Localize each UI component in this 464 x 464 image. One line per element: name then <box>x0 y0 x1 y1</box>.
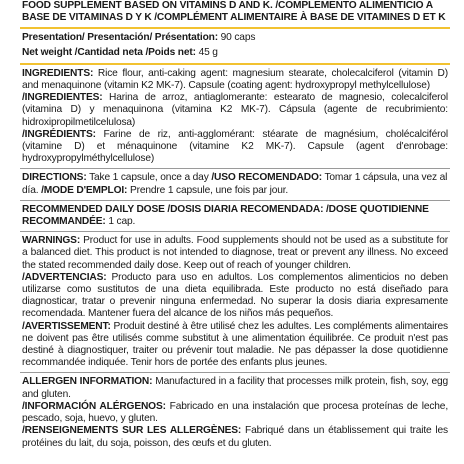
directions-en-label: DIRECTIONS: <box>22 172 87 184</box>
dose-value: 1 cap. <box>105 216 136 228</box>
presentation-value: 90 caps <box>217 32 256 44</box>
allergen-es <box>22 401 448 425</box>
allergen-fr <box>22 425 448 449</box>
ingredients-en <box>22 68 448 92</box>
allergen-en-label: ALLERGEN INFORMATION: <box>22 376 153 388</box>
warnings-es <box>22 272 448 321</box>
ingredients-es-label: /INGREDIENTES: <box>22 92 103 104</box>
warnings-fr <box>22 321 448 370</box>
allergen-en <box>22 376 448 400</box>
directions-es-text: Tomar 1 cápsula, una vez al día. <box>22 172 448 196</box>
warnings-en-label: WARNINGS: <box>22 235 81 247</box>
allergen-en-text: Manufactured in a facility that processes milk protein, fish, soy, egg and gluten. <box>22 376 449 400</box>
presentation-row <box>20 29 450 46</box>
net-weight-value: 45 g <box>195 46 218 58</box>
ingredients-es-text: Harina de arroz, antiaglomerante: estearato de magnesio, colecalciferol (vitamina D) y menaquinona (vitamina K2 MK-7). Cápsula (agente de recubrimiento: hidroxipropilmetilcelulosa) <box>22 92 448 128</box>
dose-text <box>22 204 448 228</box>
ingredients-section <box>20 65 450 169</box>
ingredients-fr-text: Farine de riz, anti-agglomérant: stéarate de magnésium, cholécalciférol (vitamine D) et ménaquinone (vitamine K2 MK-7). Capsule (agent d'enrobage: hydroxypropylméthylcellulose) <box>22 128 448 165</box>
supplement-label <box>20 0 450 464</box>
directions-es-label: /USO RECOMENDADO: <box>208 172 322 184</box>
warnings-fr-text: Produit destiné à être utilisé chez les adultes. Les compléments alimentaires ne doivent pas être utilisés comme substitut à une alimentation équilibrée. Ce produit n'est pas destiné à diagnostiquer, traiter ou prévenir tout maladie. Ne pas dépasser la dose quotidienne recommandée indiquée. Tenir hors de portée des enfants plus jeunes. <box>22 320 448 369</box>
warnings-en <box>22 235 448 272</box>
warnings-es-label: /ADVERTENCIAS: <box>22 271 107 283</box>
directions-en-text: Take 1 capsule, once a day <box>86 172 209 184</box>
allergen-fr-label: /RENSEIGNEMENTS SUR LES ALLERGÈNES: <box>22 425 242 437</box>
dose-label: RECOMMENDED DAILY DOSE /DOSIS DIARIA RECOMENDADA: /DOSE QUOTIDIENNE RECOMMANDÉE: <box>22 203 429 228</box>
ingredients-en-label: INGREDIENTS: <box>22 67 94 79</box>
ingredients-es <box>22 92 448 129</box>
directions-section <box>20 169 450 199</box>
allergen-section <box>20 373 450 451</box>
allergen-es-label: /INFORMACIÓN ALÉRGENOS: <box>22 400 166 412</box>
dose-section <box>20 201 450 231</box>
directions-fr-text: Prendre 1 capsule, une fois par jour. <box>127 184 289 196</box>
warnings-fr-label: /AVERTISSEMENT: <box>22 320 111 332</box>
net-weight-row <box>20 47 450 63</box>
allergen-es-text: Fabricado en una instalación que procesa proteínas de leche, pescado, soja, huevo, y gluten. <box>22 400 448 425</box>
ingredients-en-text: Rice flour, anti-caking agent: magnesium stearate, cholecalciferol (vitamin D) and menaquinone (vitamin K2 MK-7). Capsule (coating agent: hydroxypropyl methylcellulose) <box>22 67 448 92</box>
warnings-es-text: Producto para uso en adultos. Los complementos alimenticios no deben utilizarse como sustitutos de una dieta equilibrada. Este producto no está diseñado para diagnosticar, tratar o prevenir ninguna enfermedad. No superar la dosis diaria expresamente recomendada. Mantener fuera del alcance de los niños más pequeños. <box>22 271 448 320</box>
warnings-section <box>20 232 450 372</box>
allergen-fr-text: Fabriqué dans un établissement qui traite les protéines du lait, du soja, poisson, des œufs et du gluten. <box>22 425 448 449</box>
presentation-label: Presentation/ Presentación/ Présentation: <box>22 32 218 44</box>
ingredients-fr <box>22 129 448 166</box>
directions-text <box>22 172 448 196</box>
ingredients-fr-label: /INGRÉDIENTS: <box>22 128 96 140</box>
warnings-en-text: Product for use in adults. Food supplements should not be used as a substitute for a balanced diet. This product is not intended to diagnose, treat or prevent any illness. No exceed the stated recommended daily dose. Keep out of reach of younger children. <box>22 235 448 271</box>
directions-fr-label: /MODE D'EMPLOI: <box>38 184 128 196</box>
product-title-text: FOOD SUPPLEMENT BASED ON VITAMINS D AND K. /COMPLEMENTO ALIMENTICIO A BASE DE VITAMINAS D Y K /COMPLÉMENT ALIMENTAIRE À BASE DE VITAMINES D ET K <box>22 0 446 24</box>
product-title <box>20 0 450 27</box>
net-weight-label: Net weight /Cantidad neta /Poids net: <box>22 46 196 58</box>
